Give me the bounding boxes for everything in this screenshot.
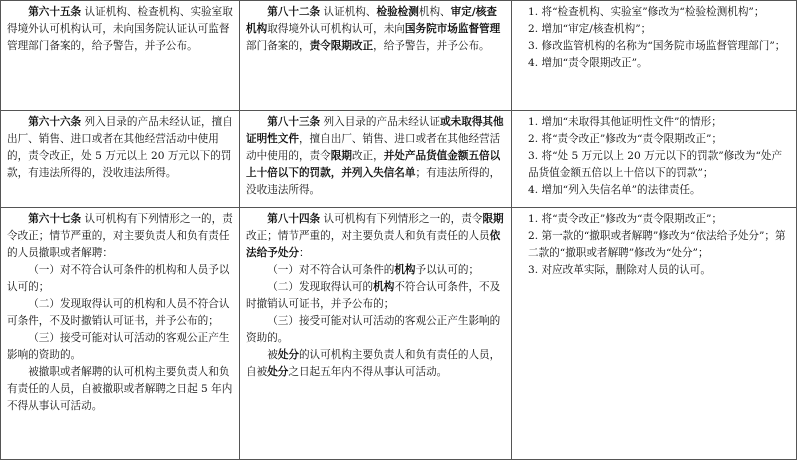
old-article-cell	[1, 1, 240, 111]
new-article-cell	[240, 1, 512, 111]
old-article-text: 第六十六条 列入目录的产品未经认证，擅自出厂、销售、进口或者在其他经营活动中使用的，责令改正，处 5 万元以上 20 万元以下的罚款，有违法所得的，没收违法所得。	[7, 116, 233, 179]
change-note: 2. 将“责令改正”修改为“责令限期改正”；	[528, 133, 723, 145]
change-note: 2. 第一款的“撤职或者解聘”修改为“依法给予处分”；第二款的“撤职或者解聘”修改为“处分”；	[528, 230, 786, 259]
new-article-text: 被处分的认可机构主要负责人和负有责任的人员，自被处分之日起五年内不得从事认可活动。	[246, 349, 501, 378]
change-note: 1. 将“检查机构、实验室”修改为“检验检测机构”；	[528, 6, 765, 18]
new-article-text: 第八十四条 认可机构有下列情形之一的，责令限期改正；情节严重的，对主要负责人和负有责任的人员依法给予处分：	[246, 213, 504, 259]
old-article-text: 第六十七条 认可机构有下列情形之一的，责令改正；情节严重的，对主要负责人和负有责任的人员撤职或者解聘：	[7, 213, 233, 259]
change-notes-cell	[512, 208, 797, 460]
article-number: 第六十五条	[28, 6, 82, 18]
change-notes-cell	[512, 111, 797, 208]
new-article-cell	[240, 111, 512, 208]
table-row	[1, 111, 797, 208]
old-article-cell	[1, 208, 240, 460]
new-article-item: （一）对不符合认可条件的机构予以认可的；	[267, 264, 480, 276]
new-article-item: （三）接受可能对认可活动的客观公正产生影响的资助的。	[246, 315, 501, 344]
new-article-item: （二）发现取得认可的机构不符合认可条件，不及时撤销认可证书，并予公布的；	[246, 281, 501, 310]
old-article-item: （二）发现取得认可的机构和人员不符合认可条件，不及时撤销认可证书，并予公布的；	[7, 298, 230, 327]
old-article-item: （三）接受可能对认可活动的客观公正产生影响的资助的。	[7, 332, 230, 361]
old-article-cell	[1, 111, 240, 208]
article-number: 第六十七条	[28, 213, 82, 225]
change-note: 2. 增加“审定/核查机构”；	[528, 23, 652, 35]
change-note: 3. 修改监管机构的名称为“国务院市场监督管理部门”；	[528, 40, 786, 52]
change-note: 3. 对应改革实际，删除对人员的认可。	[528, 264, 711, 276]
article-number: 第八十二条	[267, 6, 321, 18]
old-article-text: 被撤职或者解聘的认可机构主要负责人和负有责任的人员，自被撤职或者解聘之日起 5 年内不得从事认可活动。	[7, 366, 233, 412]
change-note: 1. 增加“未取得其他证明性文件”的情形；	[528, 116, 722, 128]
new-article-text: 第八十二条 认证机构、检验检测机构、审定/核查机构取得境外认可机构认可，未向国务院市场监督管理部门备案的，责令限期改正，给予警告，并予公布。	[246, 6, 501, 52]
article-number: 第八十三条	[267, 116, 321, 128]
new-article-cell	[240, 208, 512, 460]
change-note: 1. 将“责令改正”修改为“责令限期改正”；	[528, 213, 723, 225]
change-note: 4. 增加“列入失信名单”的法律责任。	[528, 184, 701, 196]
change-note: 4. 增加“责令限期改正”。	[528, 57, 648, 69]
old-article-text: 第六十五条 认证机构、检查机构、实验室取得境外认可机构认可，未向国务院认证认可监督管理部门备案的，给予警告，并予公布。	[7, 6, 233, 52]
table-row	[1, 208, 797, 460]
change-notes-cell	[512, 1, 797, 111]
table-row	[1, 1, 797, 111]
old-article-item: （一）对不符合认可条件的机构和人员予以认可的；	[7, 264, 230, 293]
change-note: 3. 将“处 5 万元以上 20 万元以下的罚款”修改为“处产品货值金额五倍以上十倍以下的罚款”；	[528, 150, 783, 179]
new-article-text: 第八十三条 列入目录的产品未经认证或未取得其他证明性文件，擅自出厂、销售、进口或者在其他经营活动中使用的，责令限期改正，并处产品货值金额五倍以上十倍以下的罚款，并列入失信名单；有违法所得的，没收违法所得。	[246, 116, 504, 196]
article-number: 第八十四条	[267, 213, 321, 225]
article-number: 第六十六条	[28, 116, 82, 128]
